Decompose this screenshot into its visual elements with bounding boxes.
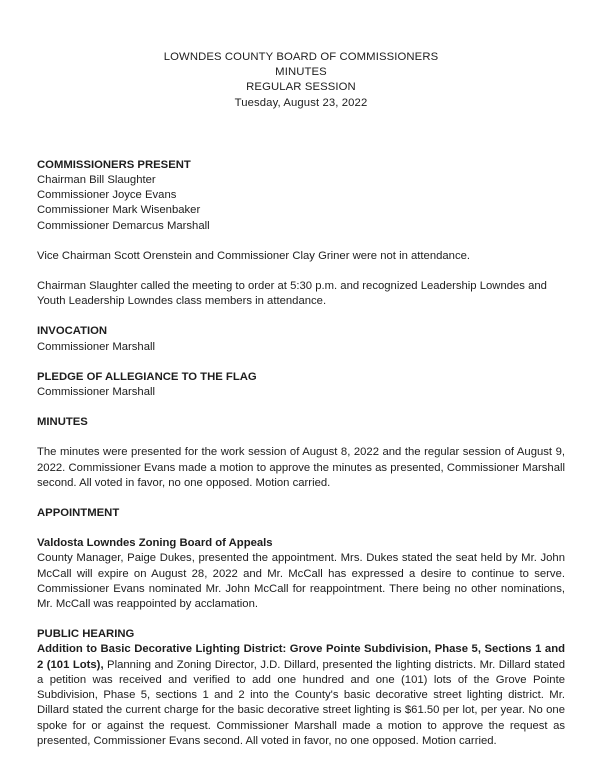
header-session-type: REGULAR SESSION xyxy=(246,81,356,94)
minutes-body: The minutes were presented for the work session of August 8, 2022 and the regular session of August 9, 2022. Commissioner Evans made a motion to approve the minutes as presented, Commissioner Marshall second. All voted in favor, no one opposed. Motion carried. xyxy=(37,446,565,489)
appointment-section xyxy=(37,506,565,612)
call-to-order-paragraph: Chairman Slaughter called the meeting to order at 5:30 p.m. and recognized Leadership Lowndes and Youth Leadership Lowndes class members in attendance. xyxy=(37,280,547,308)
pledge-led-by: Commissioner Marshall xyxy=(37,386,156,399)
appointment-body: County Manager, Paige Dukes, presented the appointment. Mrs. Dukes stated the seat held by Mr. John McCall will expire on August 28, 2022 and Mr. McCall has expressed a desire to continue to serve. Commissioner Evans nominated Mr. John McCall for reappointment. There being no other nominations, Mr. McCall was reappointed by acclamation. xyxy=(37,552,565,611)
absent-members-note: Vice Chairman Scott Orenstein and Commissioner Clay Griner were not in attendance. xyxy=(37,249,471,262)
header-meeting-date: Tuesday, August 23, 2022 xyxy=(234,96,368,109)
invocation-section xyxy=(37,324,565,354)
commissioner-item: Commissioner Mark Wisenbaker xyxy=(37,204,201,217)
document-body xyxy=(37,158,565,749)
commissioners-present-section xyxy=(37,158,565,234)
pledge-section xyxy=(37,370,565,400)
minutes-section xyxy=(37,415,565,491)
commissioner-item: Commissioner Joyce Evans xyxy=(37,189,177,202)
public-hearing-title: PUBLIC HEARING xyxy=(37,628,135,641)
public-hearing-item-title: Addition to Basic Decorative Lighting District: Grove Pointe Subdivision, Phase 5, Sections 1 and 2 (101 Lots), xyxy=(37,643,565,671)
minutes-title: MINUTES xyxy=(37,416,88,429)
commissioners-present-title: COMMISSIONERS PRESENT xyxy=(37,158,191,171)
appointment-title: APPOINTMENT xyxy=(37,507,120,520)
public-hearing-section xyxy=(37,627,565,749)
header-document-type: MINUTES xyxy=(275,66,327,79)
commissioner-item: Chairman Bill Slaughter xyxy=(37,174,156,187)
commissioner-item: Commissioner Demarcus Marshall xyxy=(37,219,210,232)
invocation-given-by: Commissioner Marshall xyxy=(37,340,156,353)
appointment-item-title: Valdosta Lowndes Zoning Board of Appeals xyxy=(37,537,273,550)
document-header xyxy=(37,50,565,111)
invocation-title: INVOCATION xyxy=(37,325,108,338)
header-organization: LOWNDES COUNTY BOARD OF COMMISSIONERS xyxy=(163,51,439,63)
pledge-title: PLEDGE OF ALLEGIANCE TO THE FLAG xyxy=(37,370,257,383)
public-hearing-body-text: Planning and Zoning Director, J.D. Dillard, presented the lighting districts. Mr. Dillard stated a petition was received and verified to add one hundred and one (101) lots of the Grove Pointe Subdivision, Phase 5, sections 1 and 2 into the County's basic decorative street lighting district. Mr. Dillard stated the current charge for the basic decorative street lighting is $61.50 per lot, per year. No one spoke for or against the request. Commissioner Marshall made a motion to approve the request as presented, Commissioner Evans second. All voted in favor, no one opposed. Motion carried. xyxy=(37,658,565,747)
public-hearing-body xyxy=(37,642,565,748)
